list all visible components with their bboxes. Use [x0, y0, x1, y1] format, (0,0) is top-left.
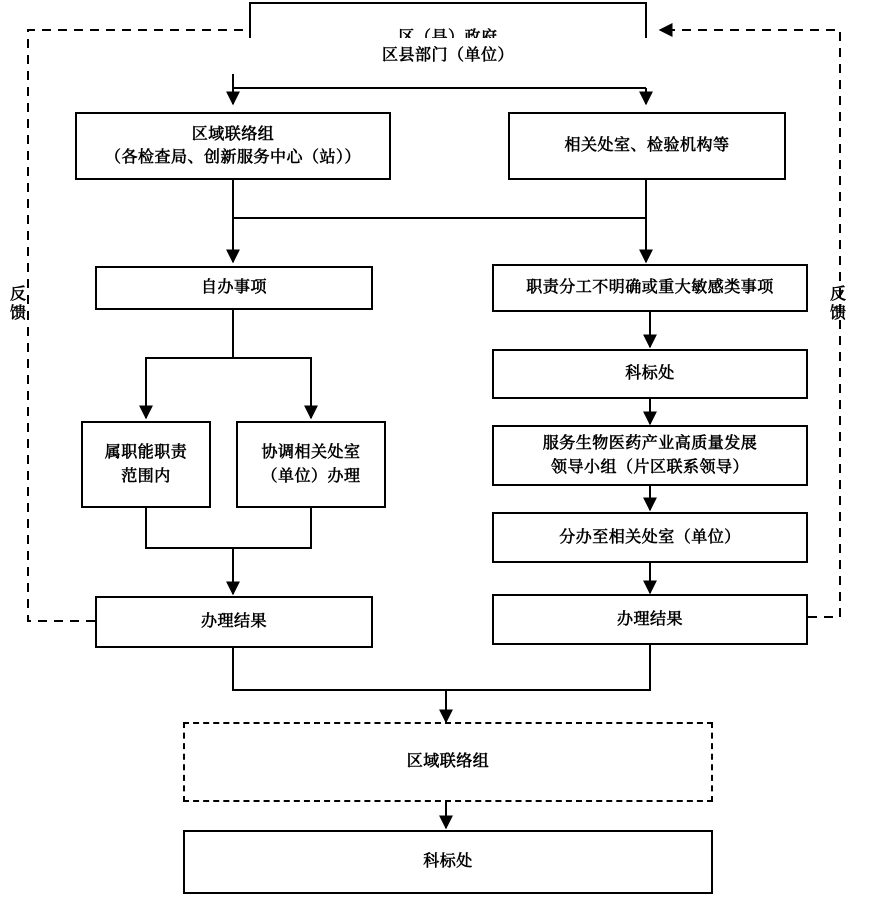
node-leading-group-line-1: 服务生物医药产业高质量发展: [542, 435, 758, 453]
node-leading-group-line-2: 领导小组（片区联系领导）: [550, 458, 749, 476]
label-feedback-left-text: 反 馈: [9, 286, 26, 323]
node-unclear-duty: [492, 264, 808, 312]
node-leading-group: [492, 425, 808, 486]
node-offices: [508, 112, 786, 180]
node-kebiaochu-1: [492, 349, 808, 399]
node-coordinate-line-1: 协调相关处室: [261, 444, 361, 462]
node-liaison-top-line-1: 区域联络组: [191, 125, 275, 143]
node-unclear-duty-line-1: 职责分工不明确或重大敏感类事项: [526, 279, 774, 297]
label-feedback-right: [828, 285, 848, 323]
node-self-handle-line-1: 自办事项: [200, 279, 267, 297]
node-result-right-line-1: 办理结果: [616, 610, 683, 628]
node-in-scope-line-1: 属职能职责: [104, 444, 188, 462]
node-liaison-bottom-line-1: 区域联络组: [406, 753, 490, 771]
node-kebiaochu-2-line-1: 科标处: [423, 853, 473, 871]
node-liaison-bottom: [183, 722, 713, 802]
node-gov-line-2: 区县部门（单位）: [381, 47, 514, 65]
node-dispatch: [492, 512, 808, 563]
node-offices-line-1: 相关处室、检验机构等: [564, 137, 730, 155]
node-self-handle: [95, 266, 373, 310]
node-gov-line2-wrap: [249, 38, 647, 74]
node-kebiaochu-1-line-1: 科标处: [625, 365, 675, 383]
node-dispatch-line-1: 分办至相关处室（单位）: [559, 528, 741, 546]
node-liaison-top: [75, 112, 391, 180]
node-coordinate: [236, 421, 386, 508]
label-feedback-left: [8, 285, 28, 323]
node-coordinate-line-2: （单位）办理: [261, 467, 361, 485]
node-liaison-top-line-2: （各检查局、创新服务中心（站））: [104, 149, 361, 166]
node-result-left-line-1: 办理结果: [200, 613, 267, 631]
node-in-scope: [81, 421, 211, 508]
node-result-left: [95, 596, 373, 648]
node-kebiaochu-2: [183, 830, 713, 894]
node-in-scope-line-2: 范围内: [121, 467, 171, 485]
node-result-right: [492, 594, 808, 645]
label-feedback-right-text: 反 馈: [829, 286, 846, 323]
